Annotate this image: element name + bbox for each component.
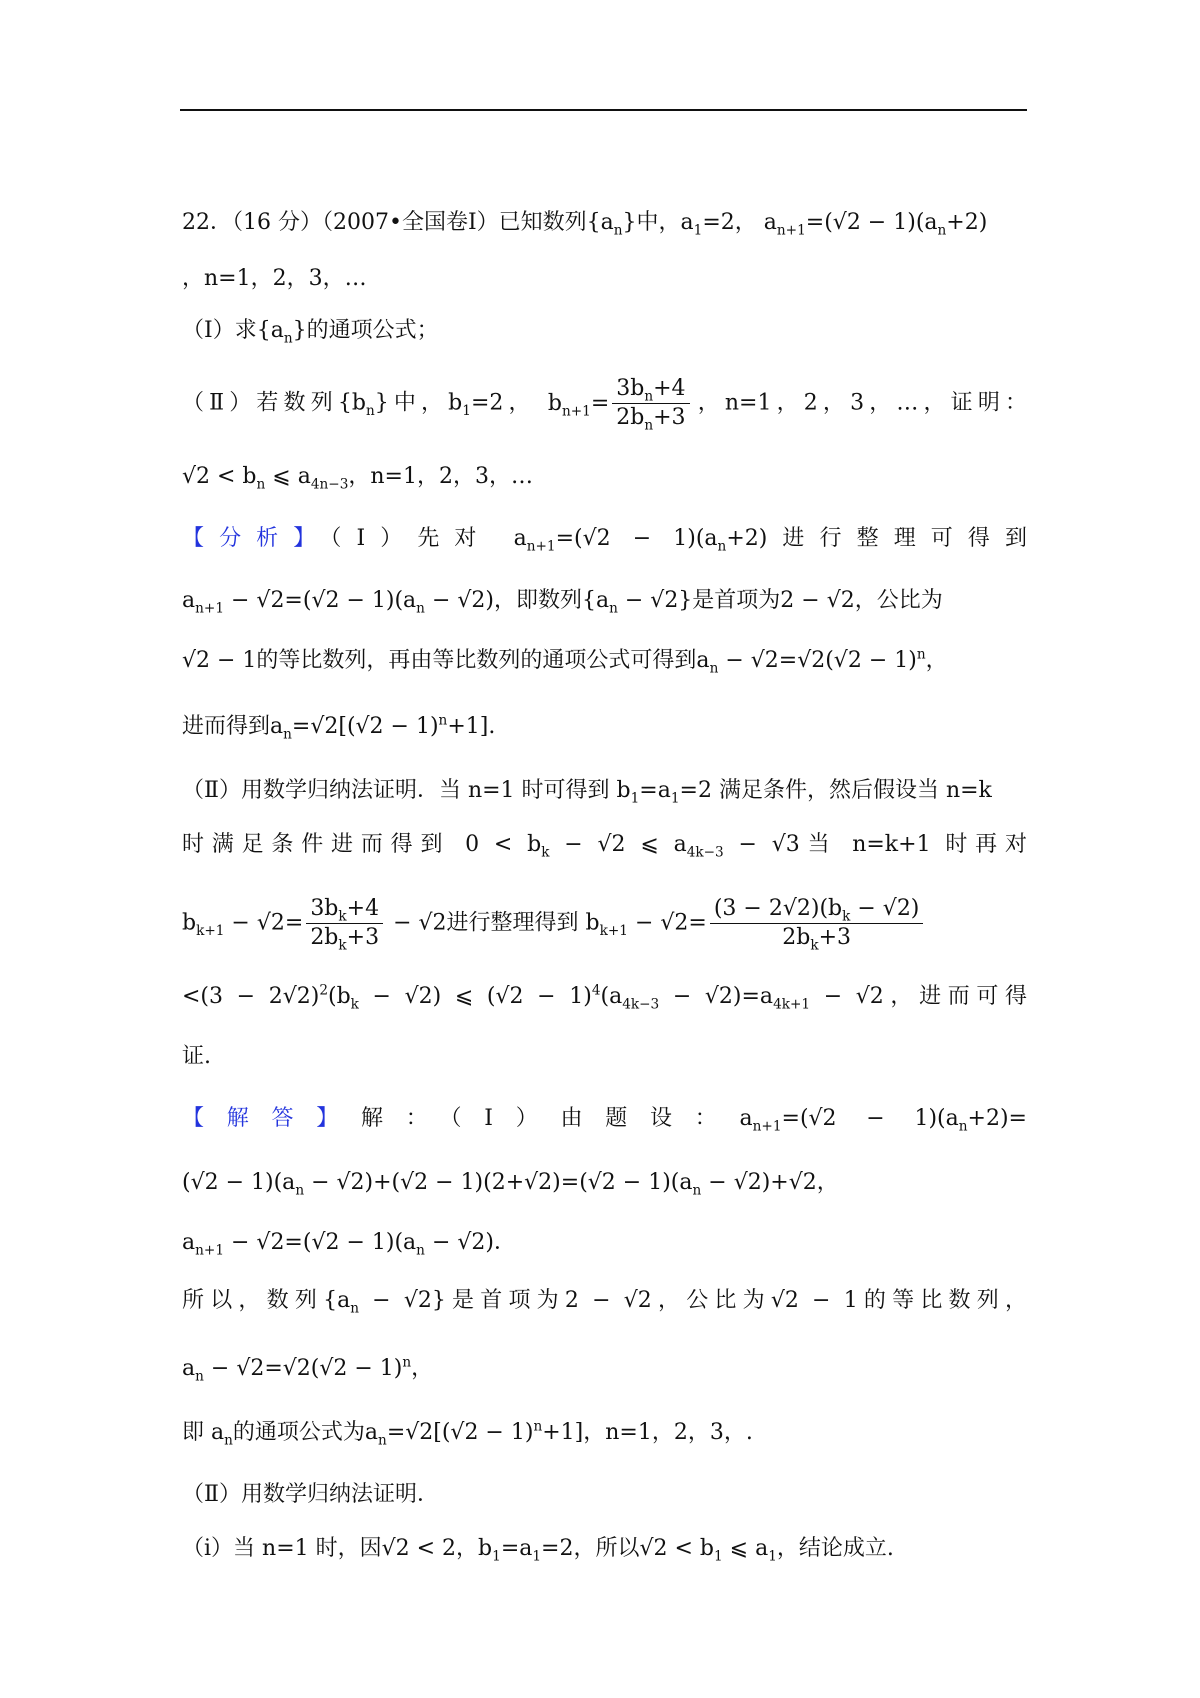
solution-line-6: 即 $a_n$的通项公式为$a_n=√2[(√2 - 1)^n+1]$，n=1，2，3，.	[182, 1418, 753, 1449]
analysis-line-2: $a_{n+1} - √2=(√2 - 1)(a_n - √2)$，即数列$\{a_n - √2\}$是首项为2 − √2，公比为	[182, 588, 943, 617]
analysis-label: 【分析】	[182, 526, 331, 551]
analysis-line-4: 进而得到$a_n=√2[(√2 - 1)^n+1]$.	[182, 712, 496, 743]
fraction-bk-result: $\frac{(3 - 2√2)(b_k - √2)}{2b_k+3}$	[710, 898, 924, 949]
analysis-line-9: 证.	[182, 1044, 211, 1069]
fraction-bk: $\frac{3b_k+4}{2b_k+3}$	[306, 898, 383, 949]
problem-part-2: （Ⅱ）若数列$\{b_n\}$中，$b_1=2$， $b_{n+1}=$ $\frac{3b_n+4}{2b_n+3}$ ，n=1，2，3，…，证明：	[182, 376, 1027, 434]
solution-line-8: （ⅰ）当 n=1 时，因√2 < 2，$b_1=a_1=2$，所以$√2 < b_1$ ⩽ $a_1$，结论成立.	[182, 1536, 894, 1565]
solution-line-2: $(√2 - 1)(a_n - √2)+(√2 - 1)(2+√2)=(√2 - 1)(a_n - √2)+√2$，	[182, 1170, 839, 1199]
analysis-line-1: 【分析】（Ⅰ）先对 $a_{n+1}=(√2 - 1)(a_n+2)$进行整理可得到	[182, 526, 1027, 555]
solution-line-7: （Ⅱ）用数学归纳法证明．	[182, 1482, 439, 1507]
analysis-line-7: $b_{k+1} - √2=$ $\frac{3b_k+4}{2b_k+3}$ − √2进行整理得到 $b_{k+1} - √2=$ $\frac{(3 - 2√2)(b_k - √2)}{2b_k+3}$	[182, 898, 1027, 949]
solution-line-4: 所以，数列$\{a_n - √2\}$是首项为2 − √2，公比为√2 − 1的等比数列，	[182, 1288, 1027, 1317]
solution-line-1: 【解答】解：（Ⅰ）由题设：$a_{n+1}=(√2 - 1)(a_n+2)=$	[182, 1106, 1027, 1135]
solution-label: 【解答】	[182, 1106, 362, 1131]
problem-inequality: $√2 < b_n$ ⩽ $a_{4n-3}$，n=1，2，3，…	[182, 464, 533, 493]
analysis-line-3: √2 − 1的等比数列，再由等比数列的通项公式可得到$a_n - √2=√2(√2 - 1)^n$，	[182, 646, 948, 677]
header-rule	[180, 109, 1027, 111]
problem-part-1: （Ⅰ）求$\{a_n\}$的通项公式；	[182, 318, 439, 347]
problem-line-1: 22．（16 分）（2007•全国卷Ⅰ）已知数列$\{a_n\}$中，$a_1=2$， $a_{n+1}=(√2 - 1)(a_n+2)$	[182, 210, 988, 239]
analysis-line-5: （Ⅱ）用数学归纳法证明．当 n=1 时可得到 $b_1=a_1=2$ 满足条件，然后假设当 n=k	[182, 778, 992, 807]
solution-line-3: $a_{n+1} - √2=(√2 - 1)(a_n - √2)$．	[182, 1230, 516, 1259]
analysis-line-6: 时满足条件进而得到 $0 < b_k - √2$ ⩽ $a_{4k-3} - √3$当 n=k+1 时再对	[182, 832, 1027, 861]
solution-line-5: $a_n - √2=√2(√2 - 1)^n$，	[182, 1354, 434, 1385]
analysis-line-8: $<(3 - 2√2)^2(b_k - √2)$ ⩽ $(√2 - 1)^4(a_{4k-3} - √2)=a_{4k+1} - √2$，进而可得	[182, 982, 1027, 1013]
fraction-bn: $\frac{3b_n+4}{2b_n+3}$	[612, 378, 689, 429]
problem-line-2: ，n=1，2，3，…	[182, 266, 367, 291]
